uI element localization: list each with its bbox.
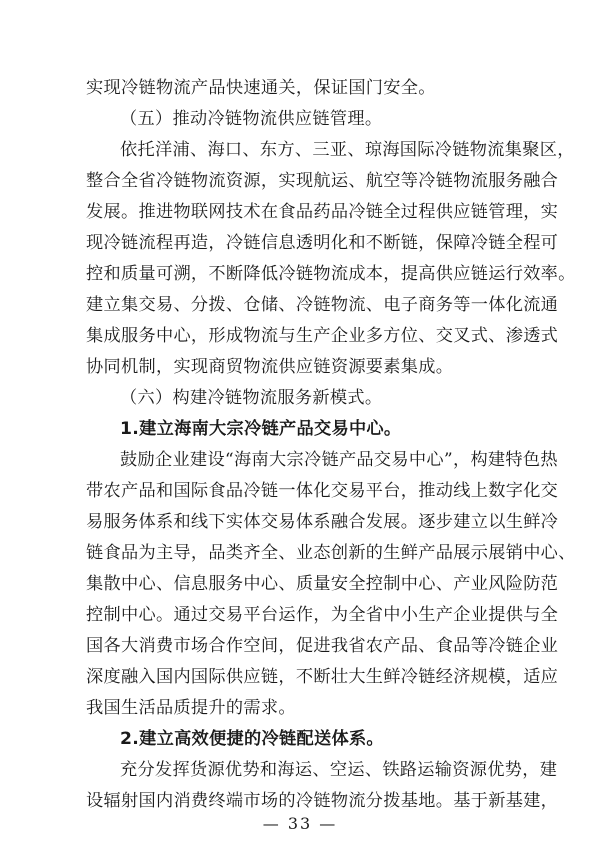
paragraph-line: 建立集交易、分拨、仓储、冷链物流、电子商务等一体化流通 bbox=[86, 295, 559, 315]
paragraph-line: 整合全省冷链物流资源，实现航运、航空等冷链物流服务融合 bbox=[86, 171, 559, 191]
paragraph-line: 控制中心。通过交易平台运作，为全省中小生产企业提供与全 bbox=[86, 605, 559, 625]
paragraph-line: 易服务体系和线下实体交易体系融合发展。逐步建立以生鲜冷 bbox=[86, 512, 559, 532]
page-number: — 33 — bbox=[262, 814, 338, 833]
subsection-heading: 2.建立高效便捷的冷链配送体系。 bbox=[120, 729, 384, 749]
section-heading: （六）构建冷链物流服务新模式。 bbox=[120, 388, 383, 408]
paragraph-line: 协同机制，实现商贸物流供应链资源要素集成。 bbox=[86, 357, 454, 377]
paragraph-line: 集散中心、信息服务中心、质量安全控制中心、产业风险防范 bbox=[86, 574, 559, 594]
paragraph-line: 发展。推进物联网技术在食品药品冷链全过程供应链管理，实 bbox=[86, 202, 559, 222]
subsection-heading: 1.建立海南大宗冷链产品交易中心。 bbox=[120, 419, 402, 439]
paragraph-line: 深度融入国内国际供应链，不断壮大生鲜冷链经济规模，适应 bbox=[86, 667, 559, 687]
paragraph-line: 控和质量可溯，不断降低冷链物流成本，提高供应链运行效率。 bbox=[86, 264, 576, 284]
paragraph-line: 鼓励企业建设“海南大宗冷链产品交易中心”，构建特色热 bbox=[120, 450, 558, 470]
paragraph-line: 集成服务中心，形成物流与生产企业多方位、交叉式、渗透式 bbox=[86, 326, 559, 346]
paragraph-line: 现冷链流程再造，冷链信息透明化和不断链，保障冷链全程可 bbox=[86, 233, 559, 253]
paragraph-line: 带农产品和国际食品冷链一体化交易平台，推动线上数字化交 bbox=[86, 481, 559, 501]
paragraph-line: 实现冷链物流产品快速通关，保证国门安全。 bbox=[86, 78, 436, 98]
paragraph-line: 依托洋浦、海口、东方、三亚、琼海国际冷链物流集聚区， bbox=[120, 140, 575, 160]
paragraph-line: 国各大消费市场合作空间，促进我省农产品、食品等冷链企业 bbox=[86, 636, 559, 656]
paragraph-line: 链食品为主导，品类齐全、业态创新的生鲜产品展示展销中心、 bbox=[86, 543, 576, 563]
paragraph-line: 充分发挥货源优势和海运、空运、铁路运输资源优势，建 bbox=[120, 760, 558, 780]
paragraph-line: 我国生活品质提升的需求。 bbox=[86, 698, 296, 718]
paragraph-line: 设辐射国内消费终端市场的冷链物流分拨基地。基于新基建， bbox=[86, 791, 559, 811]
section-heading: （五）推动冷链物流供应链管理。 bbox=[120, 109, 383, 129]
